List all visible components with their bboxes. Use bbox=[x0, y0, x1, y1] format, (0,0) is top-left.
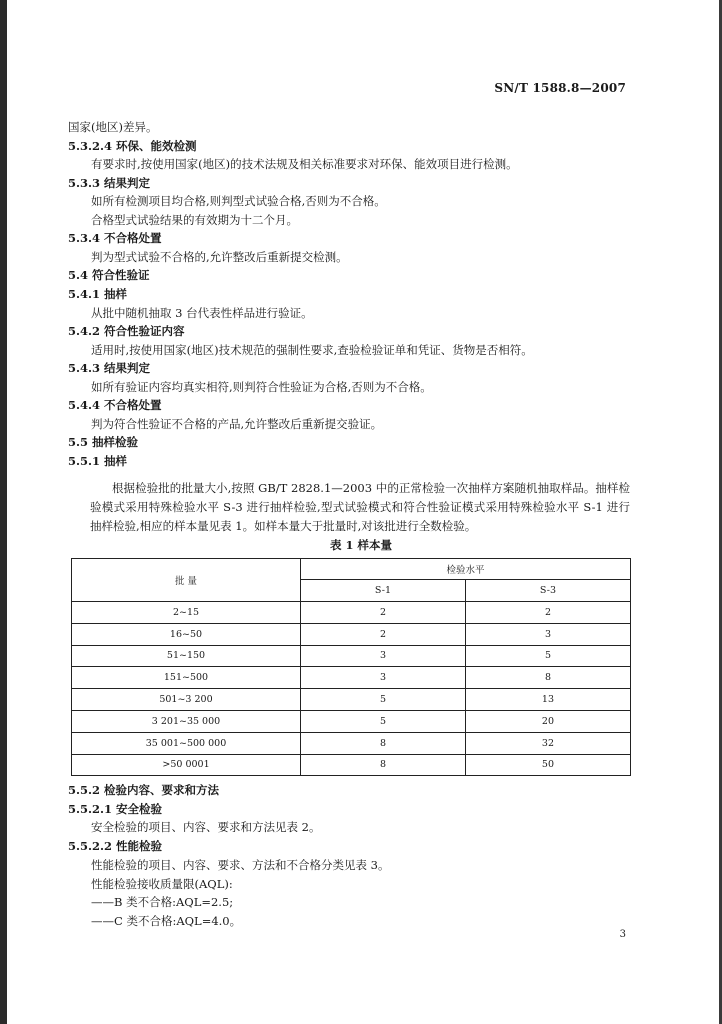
cell-sample-s1: 2 bbox=[301, 602, 466, 624]
cell-lot-size: 51~150 bbox=[72, 645, 301, 667]
section-heading: 5.3.4 不合格处置 bbox=[68, 231, 162, 246]
cell-sample-s1: 3 bbox=[301, 667, 466, 689]
cell-sample-s3: 50 bbox=[465, 754, 630, 776]
cell-sample-s1: 8 bbox=[301, 754, 466, 776]
cell-lot-size: 151~500 bbox=[72, 667, 301, 689]
section-text-line: 如所有验证内容均真实相符,则判符合性验证为合格,否则为不合格。 bbox=[91, 379, 432, 394]
table-row bbox=[72, 689, 631, 711]
section-text-line: 判为符合性验证不合格的产品,允许整改后重新提交验证。 bbox=[91, 416, 383, 431]
cell-sample-s3: 5 bbox=[465, 645, 630, 667]
cell-lot-size: 3 201~35 000 bbox=[72, 710, 301, 732]
section-text-line: ——B 类不合格:AQL=2.5; bbox=[91, 895, 234, 910]
cell-sample-s1: 5 bbox=[301, 689, 466, 711]
section-heading: 5.4 符合性验证 bbox=[68, 268, 150, 283]
table-row bbox=[72, 602, 631, 624]
table-row bbox=[72, 645, 631, 667]
table-row bbox=[72, 732, 631, 754]
section-text-line: 适用时,按使用国家(地区)技术规范的强制性要求,查验检验证单和凭证、货物是否相符。 bbox=[91, 342, 533, 357]
cell-sample-s1: 8 bbox=[301, 732, 466, 754]
col-header-s1: S-1 bbox=[301, 580, 466, 602]
scan-edge-left bbox=[0, 0, 7, 1024]
cell-lot-size: 2~15 bbox=[72, 602, 301, 624]
col-header-inspection-level: 检验水平 bbox=[301, 559, 631, 580]
section-text-line: 有要求时,按使用国家(地区)的技术法规及相关标准要求对环保、能效项目进行检测。 bbox=[91, 157, 518, 172]
section-heading: 5.5.2.1 安全检验 bbox=[68, 801, 163, 816]
section-text-line: 性能检验的项目、内容、要求、方法和不合格分类见表 3。 bbox=[91, 857, 390, 872]
table-row bbox=[72, 667, 631, 689]
section-heading: 5.4.1 抽样 bbox=[68, 286, 128, 301]
cell-lot-size: 35 001~500 000 bbox=[72, 732, 301, 754]
section-heading: 5.3.3 结果判定 bbox=[68, 175, 151, 190]
cell-sample-s1: 2 bbox=[301, 623, 466, 645]
cell-sample-s3: 32 bbox=[465, 732, 630, 754]
table-caption: 表 1 样本量 bbox=[329, 538, 392, 552]
cell-lot-size: 501~3 200 bbox=[72, 689, 301, 711]
table-row bbox=[72, 754, 631, 776]
col-header-s3: S-3 bbox=[465, 580, 630, 602]
section-text-line: 从批中随机抽取 3 台代表性样品进行验证。 bbox=[91, 305, 313, 320]
table-row bbox=[72, 623, 631, 645]
cell-sample-s1: 3 bbox=[301, 645, 466, 667]
paragraph-5-5-1: 根据检验批的批量大小,按照 GB/T 2828.1—2003 中的正常检验一次抽样方案随机抽取样品。抽样检验模式采用特殊检验水平 S-3 进行抽样检验,型式试验模式和符合性验证模式采用特殊检验水平 S-1 进行抽样检验,相应的样本量见表 1。如样本量大于批量时,对该批进行全数检验。 bbox=[90, 481, 630, 533]
section-heading: 5.4.4 不合格处置 bbox=[68, 398, 162, 413]
cell-lot-size: 16~50 bbox=[72, 623, 301, 645]
section-heading: 5.5 抽样检验 bbox=[68, 435, 139, 450]
cell-sample-s1: 5 bbox=[301, 710, 466, 732]
cell-lot-size: >50 0001 bbox=[72, 754, 301, 776]
cell-sample-s3: 20 bbox=[465, 710, 630, 732]
col-header-lot-size: 批 量 bbox=[72, 559, 301, 602]
table-body bbox=[72, 602, 631, 776]
section-text-line: 判为型式试验不合格的,允许整改后重新提交检测。 bbox=[91, 249, 348, 264]
section-heading: 5.4.2 符合性验证内容 bbox=[68, 324, 185, 339]
section-text-line: 安全检验的项目、内容、要求和方法见表 2。 bbox=[91, 820, 321, 835]
cell-sample-s3: 3 bbox=[465, 623, 630, 645]
section-heading: 5.5.2 检验内容、要求和方法 bbox=[68, 783, 220, 797]
section-text-line: 国家(地区)差异。 bbox=[68, 120, 158, 134]
section-text-line: 如所有检测项目均合格,则判型式试验合格,否则为不合格。 bbox=[91, 194, 386, 209]
section-heading: 5.5.1 抽样 bbox=[68, 453, 128, 468]
table-row bbox=[72, 710, 631, 732]
section-text-line: 合格型式试验结果的有效期为十二个月。 bbox=[91, 212, 298, 227]
cell-sample-s3: 2 bbox=[465, 602, 630, 624]
cell-sample-s3: 8 bbox=[465, 667, 630, 689]
cell-sample-s3: 13 bbox=[465, 689, 630, 711]
section-text-line: 性能检验接收质量限(AQL): bbox=[91, 876, 233, 891]
section-heading: 5.5.2.2 性能检验 bbox=[68, 839, 163, 854]
page-number: 3 bbox=[619, 929, 626, 940]
section-heading: 5.4.3 结果判定 bbox=[68, 361, 151, 376]
section-text-line: ——C 类不合格:AQL=4.0。 bbox=[91, 913, 242, 928]
document-code: SN/T 1588.8—2007 bbox=[494, 81, 626, 95]
section-heading: 5.3.2.4 环保、能效检测 bbox=[68, 138, 197, 153]
sample-size-table bbox=[71, 558, 631, 776]
